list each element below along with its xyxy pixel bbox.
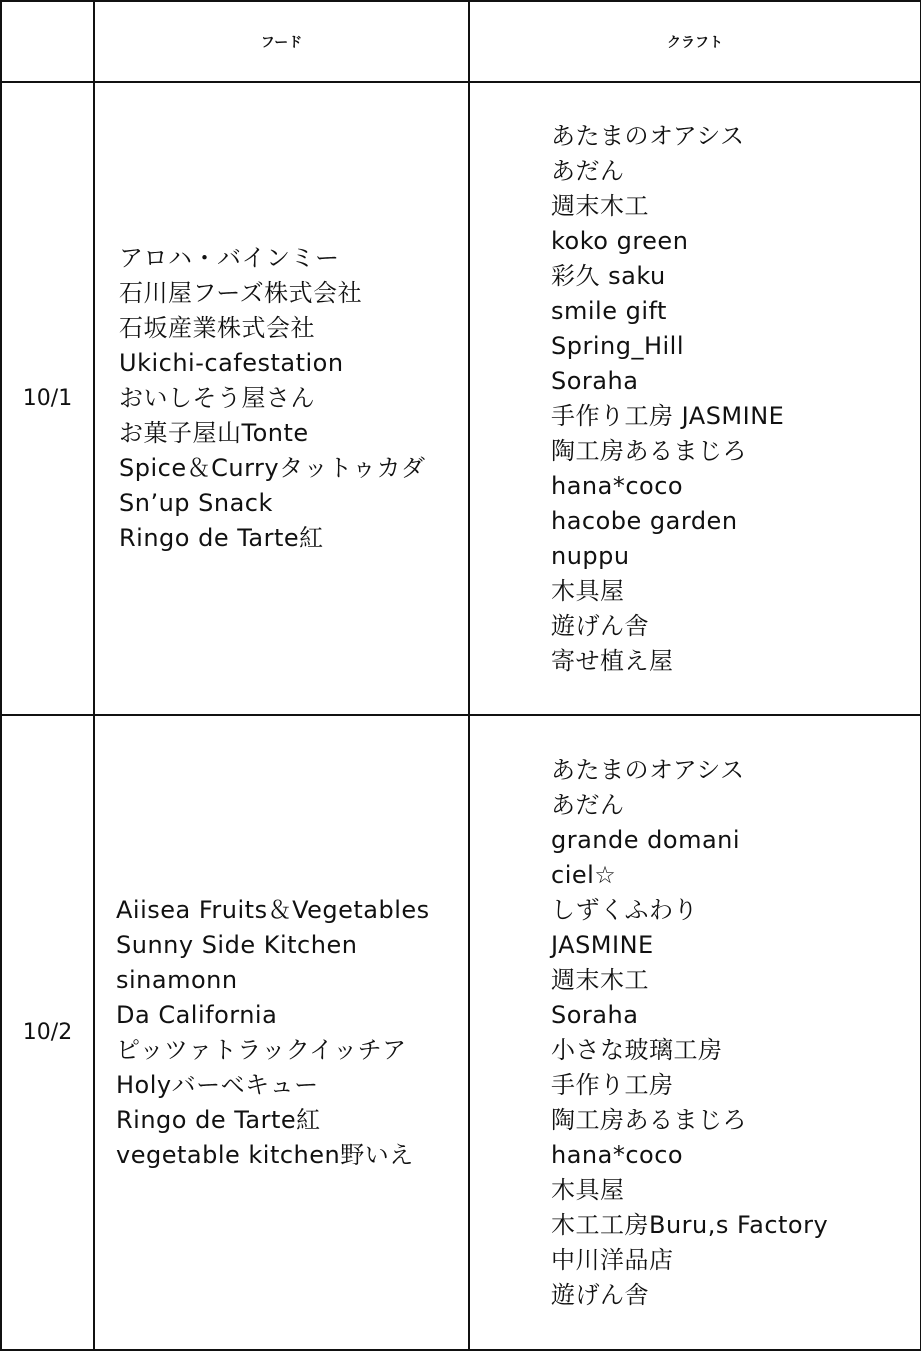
table-row bbox=[1, 715, 921, 1350]
list-item: ciel☆ bbox=[551, 860, 617, 889]
list-item: 手作り工房 bbox=[551, 1070, 674, 1099]
list-item: おいしそう屋さん bbox=[119, 384, 315, 412]
list-item: nuppu bbox=[551, 541, 630, 570]
header-food: フード bbox=[94, 1, 469, 82]
list-item: お菓子屋山Tonte bbox=[119, 419, 309, 447]
list-item: 遊げん舎 bbox=[551, 611, 649, 640]
list-item: 木工工房Buru,s Factory bbox=[551, 1210, 829, 1239]
list-item: 寄せ植え屋 bbox=[551, 646, 674, 675]
list-item: hana*coco bbox=[551, 1140, 684, 1169]
list-item: Sn’up Snack bbox=[119, 489, 273, 517]
list-item: 週末木工 bbox=[551, 191, 649, 220]
list-item: Soraha bbox=[551, 1000, 639, 1029]
list-item: hacobe garden bbox=[551, 506, 738, 535]
list-item: vegetable kitchen野いえ bbox=[116, 1140, 414, 1169]
list-item: ピッツァトラックイッチア bbox=[116, 1035, 407, 1064]
list-item: 遊げん舎 bbox=[551, 1280, 649, 1309]
craft-cell bbox=[469, 715, 921, 1350]
list-item: Da California bbox=[116, 1000, 278, 1029]
list-item: grande domani bbox=[551, 825, 741, 854]
header-row bbox=[1, 1, 921, 82]
list-item: JASMINE bbox=[551, 930, 654, 959]
food-cell bbox=[94, 715, 469, 1350]
craft-cell bbox=[469, 82, 921, 715]
list-item: あたまのオアシス bbox=[551, 121, 745, 150]
list-item: Soraha bbox=[551, 366, 639, 395]
date-cell: 10/2 bbox=[1, 715, 94, 1350]
list-item: Spring_Hill bbox=[551, 331, 684, 360]
list-item: 中川洋品店 bbox=[551, 1245, 674, 1274]
header-date bbox=[1, 1, 94, 82]
craft-list bbox=[470, 753, 920, 1313]
list-item: sinamonn bbox=[116, 965, 238, 994]
list-item: Sunny Side Kitchen bbox=[116, 930, 358, 959]
table-row bbox=[1, 82, 921, 715]
list-item: アロハ・バインミー bbox=[119, 244, 340, 272]
list-item: Spice＆Curryタットゥカダ bbox=[119, 454, 426, 482]
list-item: smile gift bbox=[551, 296, 667, 325]
header-craft: クラフト bbox=[469, 1, 921, 82]
food-list bbox=[95, 893, 468, 1173]
list-item: hana*coco bbox=[551, 471, 684, 500]
list-item: しずくふわり bbox=[551, 895, 698, 924]
food-cell bbox=[94, 82, 469, 715]
list-item: 石川屋フーズ株式会社 bbox=[119, 279, 363, 307]
list-item: 石坂産業株式会社 bbox=[119, 314, 315, 342]
list-item: 小さな玻璃工房 bbox=[551, 1035, 723, 1064]
list-item: 陶工房あるまじろ bbox=[551, 436, 747, 465]
list-item: Holyバーベキュー bbox=[116, 1070, 319, 1099]
list-item: Ringo de Tarte紅 bbox=[116, 1105, 321, 1134]
list-item: あだん bbox=[551, 790, 625, 819]
list-item: Ukichi-cafestation bbox=[119, 349, 344, 377]
list-item: 陶工房あるまじろ bbox=[551, 1105, 747, 1134]
list-item: 木具屋 bbox=[551, 1175, 625, 1204]
list-item: あだん bbox=[551, 156, 625, 185]
food-list bbox=[95, 241, 468, 556]
list-item: koko green bbox=[551, 226, 689, 255]
list-item: Ringo de Tarte紅 bbox=[119, 524, 324, 552]
list-item: あたまのオアシス bbox=[551, 755, 745, 784]
craft-list bbox=[470, 119, 920, 679]
list-item: 木具屋 bbox=[551, 576, 625, 605]
list-item: Aiisea Fruits＆Vegetables bbox=[116, 895, 430, 924]
list-item: 手作り工房 JASMINE bbox=[551, 401, 785, 430]
date-cell: 10/1 bbox=[1, 82, 94, 715]
list-item: 週末木工 bbox=[551, 965, 649, 994]
list-item: 彩久 saku bbox=[551, 261, 666, 290]
